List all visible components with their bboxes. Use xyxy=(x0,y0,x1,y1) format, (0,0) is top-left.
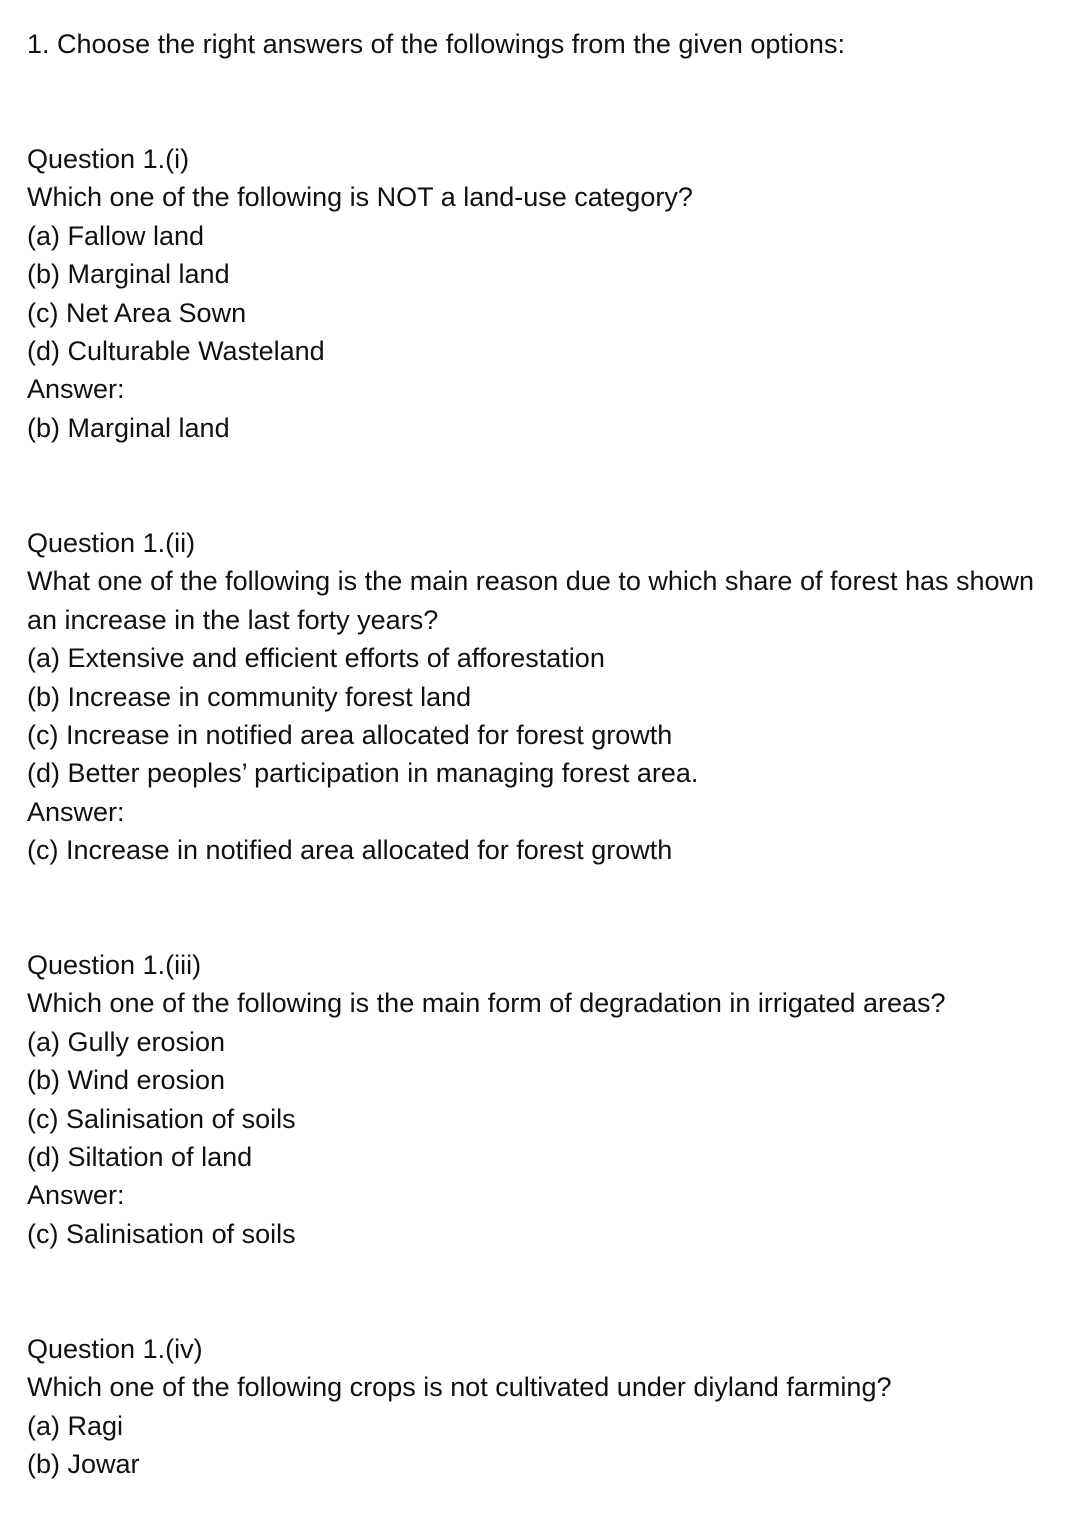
answer-text: (b) Marginal land xyxy=(27,412,230,443)
section-heading: 1. Choose the right answers of the followings from the given options: xyxy=(27,29,845,59)
option-c: (c) Net Area Sown xyxy=(27,297,247,328)
option-a: (a) Gully erosion xyxy=(27,1026,226,1057)
question-block-4 xyxy=(27,1330,1057,1484)
option-c: (c) Increase in notified area allocated for forest growth xyxy=(27,720,673,751)
answer-label: Answer: xyxy=(27,796,125,827)
option-a: (a) Extensive and efficient efforts of afforestation xyxy=(27,643,605,674)
option-b: (b) Jowar xyxy=(27,1449,140,1480)
question-text: Which one of the following crops is not cultivated under diyland farming? xyxy=(27,1372,892,1403)
question-block-3 xyxy=(27,946,1057,1253)
question-title: Question 1.(i) xyxy=(27,144,190,174)
option-c: (c) Salinisation of soils xyxy=(27,1103,296,1134)
question-title: Question 1.(iii) xyxy=(27,950,202,980)
option-d: (d) Better peoples’ participation in managing forest area. xyxy=(27,758,699,789)
answer-text: (c) Increase in notified area allocated for forest growth xyxy=(27,835,673,866)
option-a: (a) Fallow land xyxy=(27,220,205,251)
question-text: What one of the following is the main reason due to which share of forest has shown an increase in the last forty years? xyxy=(27,566,1035,635)
option-b: (b) Wind erosion xyxy=(27,1065,226,1096)
option-d: (d) Culturable Wasteland xyxy=(27,336,325,367)
question-text: Which one of the following is NOT a land-use category? xyxy=(27,182,693,213)
option-b: (b) Increase in community forest land xyxy=(27,681,472,712)
answer-label: Answer: xyxy=(27,1180,125,1211)
document-page xyxy=(27,25,1057,1480)
question-block-1 xyxy=(27,140,693,447)
question-title: Question 1.(ii) xyxy=(27,528,196,558)
option-a: (a) Ragi xyxy=(27,1410,124,1441)
answer-text: (c) Salinisation of soils xyxy=(27,1218,296,1249)
question-text: Which one of the following is the main form of degradation in irrigated areas? xyxy=(27,988,946,1019)
question-title: Question 1.(iv) xyxy=(27,1334,203,1364)
answer-label: Answer: xyxy=(27,374,125,405)
option-d: (d) Siltation of land xyxy=(27,1142,253,1173)
question-block-2 xyxy=(27,524,1057,870)
option-b: (b) Marginal land xyxy=(27,259,230,290)
